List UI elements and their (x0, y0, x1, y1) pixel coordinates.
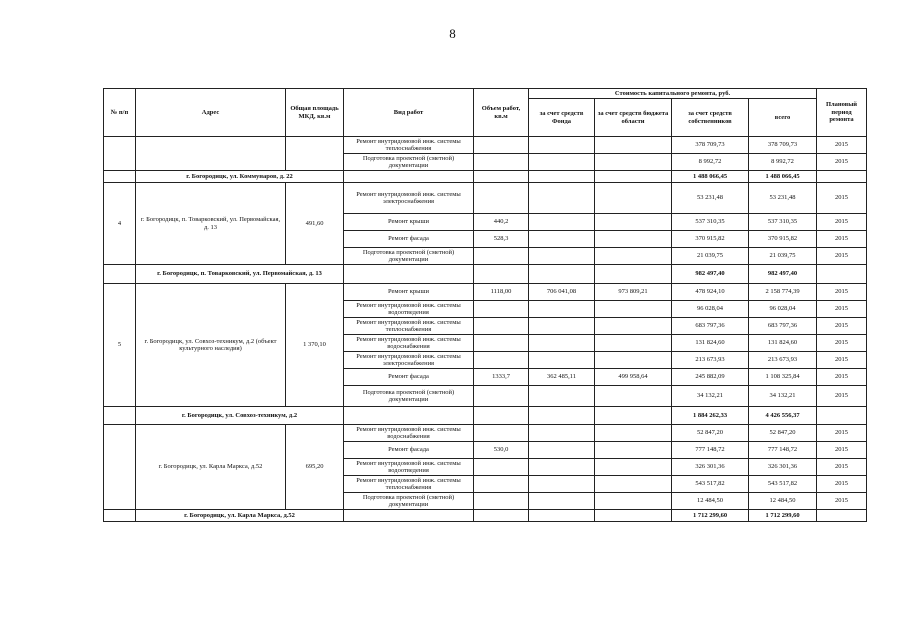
row-num (104, 425, 136, 510)
col-header-total: всего (749, 99, 817, 137)
cell-region (595, 386, 672, 407)
cell-work-type: Подготовка проектной (сметной) документации (344, 154, 474, 171)
cell-total: 213 673,93 (749, 352, 817, 369)
cell-fund (529, 137, 595, 154)
cell-owners: 34 132,21 (672, 386, 749, 407)
cell-work-type: Ремонт фасада (344, 369, 474, 386)
cell-volume (474, 154, 529, 171)
cell-total: 12 484,50 (749, 493, 817, 510)
cell-period: 2015 (817, 318, 867, 335)
cell-total: 378 709,73 (749, 137, 817, 154)
cell-fund (529, 386, 595, 407)
subtotal-total: 4 426 556,37 (749, 407, 817, 425)
subtotal-owners: 982 497,40 (672, 265, 749, 284)
subtotal-volume (474, 510, 529, 522)
cell-region (595, 335, 672, 352)
cell-fund (529, 154, 595, 171)
cell-region (595, 214, 672, 231)
subtotal-row (104, 265, 867, 284)
subtotal-row (104, 510, 867, 522)
cell-region (595, 183, 672, 214)
cell-fund (529, 214, 595, 231)
cell-total: 777 148,72 (749, 442, 817, 459)
table-row (104, 137, 867, 154)
cell-owners: 683 797,36 (672, 318, 749, 335)
subtotal-fund (529, 510, 595, 522)
cell-work-type: Ремонт внутридомовой инж. системы водоотведения (344, 301, 474, 318)
row-area: 695,20 (286, 425, 344, 510)
cell-owners: 537 310,35 (672, 214, 749, 231)
cell-fund: 362 485,11 (529, 369, 595, 386)
subtotal-region (595, 407, 672, 425)
cell-work-type: Ремонт внутридомовой инж. системы водоснабжения (344, 335, 474, 352)
row-address: г. Богородицк, ул. Карла Маркса, д.52 (136, 425, 286, 510)
col-header-cost-group: Стоимость капитального ремонта, руб. (529, 89, 817, 99)
cell-volume: 530,0 (474, 442, 529, 459)
cell-fund (529, 442, 595, 459)
cell-total: 52 847,20 (749, 425, 817, 442)
row-num: 4 (104, 183, 136, 265)
col-header-area: Общая площадь МКД, кв.м (286, 89, 344, 137)
cell-region (595, 352, 672, 369)
cell-region: 973 809,21 (595, 284, 672, 301)
cell-fund (529, 248, 595, 265)
col-header-volume: Объем работ, кв.м (474, 89, 529, 137)
cell-owners: 21 039,75 (672, 248, 749, 265)
cell-work-type: Ремонт внутридомовой инж. системы электроснабжения (344, 183, 474, 214)
table-row (104, 425, 867, 442)
cell-region (595, 459, 672, 476)
cell-fund (529, 231, 595, 248)
subtotal-row (104, 407, 867, 425)
cell-total: 537 310,35 (749, 214, 817, 231)
cell-volume: 1333,7 (474, 369, 529, 386)
cell-owners: 12 484,50 (672, 493, 749, 510)
col-header-work-type: Вид работ (344, 89, 474, 137)
subtotal-label: г. Богородицк, ул. Совхоз-техникум, д.2 (136, 407, 344, 425)
cell-work-type: Ремонт крыши (344, 284, 474, 301)
cell-period: 2015 (817, 301, 867, 318)
subtotal-work (344, 510, 474, 522)
cell-total: 2 158 774,39 (749, 284, 817, 301)
col-header-region: за счет средств бюджета области (595, 99, 672, 137)
subtotal-fund (529, 171, 595, 183)
cell-volume (474, 493, 529, 510)
cell-owners: 777 148,72 (672, 442, 749, 459)
cell-work-type: Ремонт внутридомовой инж. системы теплоснабжения (344, 476, 474, 493)
cell-total: 543 517,82 (749, 476, 817, 493)
cell-total: 131 824,60 (749, 335, 817, 352)
capital-repair-table (103, 88, 867, 522)
row-num: 5 (104, 284, 136, 407)
subtotal-total: 1 488 066,45 (749, 171, 817, 183)
cell-region (595, 248, 672, 265)
col-header-owners: за счет средств собственников (672, 99, 749, 137)
cell-volume (474, 352, 529, 369)
cell-region (595, 301, 672, 318)
cell-owners: 543 517,82 (672, 476, 749, 493)
cell-region (595, 318, 672, 335)
table-row (104, 183, 867, 214)
cell-region (595, 442, 672, 459)
subtotal-fund (529, 265, 595, 284)
subtotal-work (344, 265, 474, 284)
row-address: г. Богородицк, ул. Совхоз-техникум, д.2 (объект культурного наследия) (136, 284, 286, 407)
cell-work-type: Ремонт фасада (344, 442, 474, 459)
cell-fund (529, 425, 595, 442)
cell-owners: 53 231,48 (672, 183, 749, 214)
cell-period: 2015 (817, 248, 867, 265)
cell-period: 2015 (817, 154, 867, 171)
subtotal-period (817, 171, 867, 183)
cell-period: 2015 (817, 476, 867, 493)
subtotal-region (595, 510, 672, 522)
subtotal-region (595, 265, 672, 284)
subtotal-owners: 1 712 299,60 (672, 510, 749, 522)
cell-owners: 52 847,20 (672, 425, 749, 442)
cell-total: 21 039,75 (749, 248, 817, 265)
subtotal-volume (474, 265, 529, 284)
row-area: 1 370,10 (286, 284, 344, 407)
cell-region (595, 425, 672, 442)
cell-total: 683 797,36 (749, 318, 817, 335)
page-number: 8 (449, 26, 456, 41)
cell-volume (474, 137, 529, 154)
cell-region (595, 476, 672, 493)
cell-region: 499 958,64 (595, 369, 672, 386)
subtotal-num (104, 510, 136, 522)
cell-period: 2015 (817, 369, 867, 386)
cell-volume (474, 318, 529, 335)
cell-period: 2015 (817, 183, 867, 214)
cell-owners: 245 882,09 (672, 369, 749, 386)
subtotal-period (817, 407, 867, 425)
subtotal-owners: 1 884 262,33 (672, 407, 749, 425)
cell-total: 96 028,04 (749, 301, 817, 318)
cell-fund: 706 041,08 (529, 284, 595, 301)
cell-total: 370 915,82 (749, 231, 817, 248)
cell-region (595, 154, 672, 171)
table-row (104, 284, 867, 301)
cell-period: 2015 (817, 214, 867, 231)
cell-volume (474, 476, 529, 493)
cell-owners: 8 992,72 (672, 154, 749, 171)
row-area (286, 137, 344, 171)
cell-volume (474, 301, 529, 318)
cell-period: 2015 (817, 137, 867, 154)
cell-work-type: Подготовка проектной (сметной) документации (344, 248, 474, 265)
subtotal-work (344, 171, 474, 183)
cell-period: 2015 (817, 352, 867, 369)
cell-work-type: Ремонт внутридомовой инж. системы водоотведения (344, 459, 474, 476)
cell-period: 2015 (817, 284, 867, 301)
subtotal-fund (529, 407, 595, 425)
cell-fund (529, 335, 595, 352)
cell-owners: 370 915,82 (672, 231, 749, 248)
subtotal-num (104, 171, 136, 183)
cell-volume (474, 459, 529, 476)
cell-work-type: Ремонт внутридомовой инж. системы теплоснабжения (344, 137, 474, 154)
cell-fund (529, 183, 595, 214)
cell-owners: 326 301,36 (672, 459, 749, 476)
cell-work-type: Ремонт внутридомовой инж. системы электроснабжения (344, 352, 474, 369)
cell-period: 2015 (817, 442, 867, 459)
cell-period: 2015 (817, 335, 867, 352)
cell-fund (529, 318, 595, 335)
row-address: г. Богородицк, п. Товарковский, ул. Первомайская, д. 13 (136, 183, 286, 265)
subtotal-region (595, 171, 672, 183)
cell-total: 8 992,72 (749, 154, 817, 171)
cell-owners: 131 824,60 (672, 335, 749, 352)
cell-total: 53 231,48 (749, 183, 817, 214)
subtotal-work (344, 407, 474, 425)
cell-period: 2015 (817, 493, 867, 510)
subtotal-num (104, 407, 136, 425)
subtotal-volume (474, 407, 529, 425)
cell-fund (529, 459, 595, 476)
cell-work-type: Подготовка проектной (сметной) документации (344, 386, 474, 407)
cell-volume: 1118,00 (474, 284, 529, 301)
cell-owners: 478 924,10 (672, 284, 749, 301)
cell-region (595, 231, 672, 248)
cell-volume (474, 425, 529, 442)
subtotal-period (817, 265, 867, 284)
row-address (136, 137, 286, 171)
cell-fund (529, 493, 595, 510)
cell-period: 2015 (817, 425, 867, 442)
col-header-fund: за счет средств Фонда (529, 99, 595, 137)
cell-owners: 213 673,93 (672, 352, 749, 369)
cell-volume (474, 335, 529, 352)
subtotal-owners: 1 488 066,45 (672, 171, 749, 183)
cell-fund (529, 476, 595, 493)
subtotal-row (104, 171, 867, 183)
table-body (104, 137, 867, 522)
cell-work-type: Ремонт внутридомовой инж. системы теплоснабжения (344, 318, 474, 335)
cell-work-type: Ремонт крыши (344, 214, 474, 231)
cell-period: 2015 (817, 386, 867, 407)
subtotal-total: 982 497,40 (749, 265, 817, 284)
cell-period: 2015 (817, 459, 867, 476)
subtotal-label: г. Богородицк, ул. Коммунаров, д. 22 (136, 171, 344, 183)
cell-owners: 96 028,04 (672, 301, 749, 318)
cell-fund (529, 301, 595, 318)
cell-work-type: Подготовка проектной (сметной) документации (344, 493, 474, 510)
subtotal-total: 1 712 299,60 (749, 510, 817, 522)
row-area: 491,60 (286, 183, 344, 265)
subtotal-period (817, 510, 867, 522)
cell-work-type: Ремонт внутридомовой инж. системы водоснабжения (344, 425, 474, 442)
col-header-num: № п/п (104, 89, 136, 137)
subtotal-label: г. Богородицк, п. Товарковский, ул. Первомайская, д. 13 (136, 265, 344, 284)
cell-volume: 440,2 (474, 214, 529, 231)
cell-region (595, 137, 672, 154)
cell-total: 326 301,36 (749, 459, 817, 476)
cell-work-type: Ремонт фасада (344, 231, 474, 248)
cell-fund (529, 352, 595, 369)
subtotal-volume (474, 171, 529, 183)
subtotal-num (104, 265, 136, 284)
cell-period: 2015 (817, 231, 867, 248)
cell-volume (474, 183, 529, 214)
cell-total: 34 132,21 (749, 386, 817, 407)
cell-total: 1 108 325,84 (749, 369, 817, 386)
col-header-address: Адрес (136, 89, 286, 137)
cell-volume (474, 386, 529, 407)
cell-owners: 378 709,73 (672, 137, 749, 154)
cell-region (595, 493, 672, 510)
subtotal-label: г. Богородицк, ул. Карла Маркса, д.52 (136, 510, 344, 522)
row-num (104, 137, 136, 171)
col-header-period: Плановый период ремонта (817, 89, 867, 137)
cell-volume: 528,3 (474, 231, 529, 248)
cell-volume (474, 248, 529, 265)
